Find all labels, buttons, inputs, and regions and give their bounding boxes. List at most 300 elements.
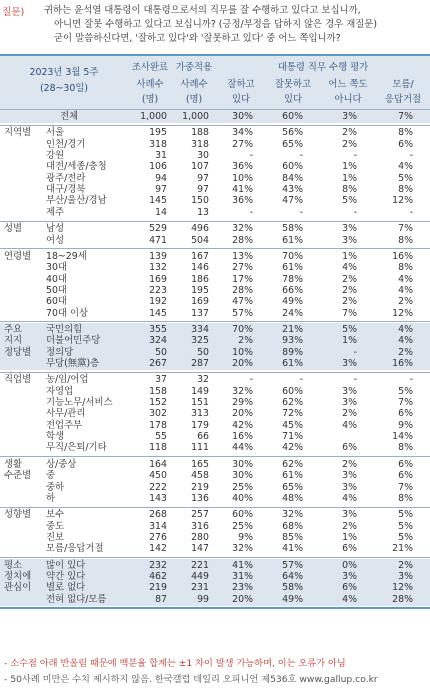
cell-p2: 49% bbox=[282, 593, 303, 605]
cell-n2: 99 bbox=[197, 593, 209, 605]
cell-p2: - bbox=[299, 150, 303, 162]
cell-p2: 21% bbox=[282, 323, 303, 335]
cell-n2: 97 bbox=[197, 184, 209, 196]
cell-n1: 232 bbox=[149, 559, 167, 571]
header-col4-b: 응답거절 bbox=[384, 94, 422, 105]
cell-p4: 2% bbox=[398, 346, 413, 358]
cell-n2: 325 bbox=[191, 335, 209, 347]
table-row bbox=[0, 582, 430, 593]
cell-p1: 30% bbox=[232, 111, 253, 122]
cell-p2: 61% bbox=[282, 262, 303, 274]
table-row bbox=[0, 420, 430, 431]
cell-p2: 61% bbox=[282, 358, 303, 369]
table-row bbox=[0, 335, 430, 346]
cell-n2: 221 bbox=[191, 559, 209, 571]
cell-p4: 8% bbox=[398, 127, 413, 139]
cell-n1: 164 bbox=[149, 458, 167, 470]
cell-label: 많이 있다 bbox=[46, 559, 86, 571]
cell-n2: 257 bbox=[191, 509, 209, 521]
group-separator bbox=[0, 372, 430, 373]
cell-p1: 32% bbox=[232, 223, 253, 235]
table-body bbox=[0, 110, 430, 648]
cell-n2: 496 bbox=[191, 223, 209, 235]
table-row bbox=[0, 207, 430, 218]
cell-n2: 32 bbox=[197, 374, 209, 386]
cell-p3: 2% bbox=[342, 520, 357, 532]
cell-group: 수준별 bbox=[4, 470, 32, 482]
question-label: 질문) bbox=[2, 7, 25, 18]
cell-n2: 97 bbox=[197, 172, 209, 184]
header-col3-b: 아니다 bbox=[334, 94, 362, 105]
cell-p3: 3% bbox=[342, 509, 357, 521]
table-row bbox=[0, 374, 430, 385]
table-row bbox=[0, 285, 430, 296]
cell-p4: 7% bbox=[398, 481, 413, 493]
group-separator bbox=[0, 507, 430, 508]
cell-n1: 143 bbox=[149, 492, 167, 504]
cell-p2: 84% bbox=[282, 172, 303, 184]
table-row bbox=[0, 408, 430, 419]
table-row bbox=[0, 161, 430, 172]
cell-label: 자영업 bbox=[46, 385, 74, 397]
cell-p4: 8% bbox=[398, 234, 413, 246]
cell-p1: - bbox=[249, 206, 253, 218]
cell-p2: 58% bbox=[282, 582, 303, 594]
cell-n2: 136 bbox=[191, 492, 209, 504]
table-row bbox=[0, 184, 430, 195]
cell-label: 별로 없다 bbox=[46, 582, 86, 594]
cell-n2: 66 bbox=[197, 431, 209, 443]
cell-group: 정당별 bbox=[4, 346, 32, 358]
cell-p4: - bbox=[409, 374, 413, 386]
cell-label: 약간 있다 bbox=[46, 570, 86, 582]
cell-p2: 58% bbox=[282, 223, 303, 235]
table-row bbox=[0, 195, 430, 206]
cell-p2: 85% bbox=[282, 531, 303, 543]
cell-label: 대전/세종/충청 bbox=[46, 161, 107, 173]
cell-p3: 1% bbox=[342, 531, 357, 543]
cell-n2: 188 bbox=[191, 127, 209, 139]
cell-p4: 8% bbox=[398, 184, 413, 196]
cell-label: 모름/응답거절 bbox=[46, 543, 104, 555]
cell-p1: 57% bbox=[232, 307, 253, 319]
cell-p1: 30% bbox=[232, 470, 253, 482]
cell-label: 보수 bbox=[46, 509, 65, 521]
cell-p1: 16% bbox=[232, 431, 253, 443]
table-row bbox=[0, 173, 430, 184]
cell-n1: 268 bbox=[149, 509, 167, 521]
survey-table bbox=[0, 54, 430, 648]
table-row bbox=[0, 594, 430, 605]
cell-label: 하 bbox=[46, 492, 56, 504]
cell-p2: 42% bbox=[282, 442, 303, 454]
header-period: (28~30일) bbox=[39, 83, 89, 94]
cell-label: 50대 bbox=[46, 284, 67, 296]
cell-n2: 280 bbox=[191, 531, 209, 543]
cell-p2: 65% bbox=[282, 138, 303, 150]
table-row bbox=[0, 482, 430, 493]
header-col1-b: 있다 bbox=[231, 94, 251, 105]
group-separator bbox=[0, 321, 430, 322]
cell-p3: 5% bbox=[342, 323, 357, 335]
cell-p2: 32% bbox=[282, 509, 303, 521]
cell-p4: 6% bbox=[398, 138, 413, 150]
cell-n1: 132 bbox=[149, 262, 167, 274]
table-row bbox=[0, 139, 430, 150]
cell-n2: 169 bbox=[191, 296, 209, 308]
cell-group: 직업별 bbox=[4, 374, 32, 386]
cell-n1: 471 bbox=[149, 234, 167, 246]
cell-p2: 65% bbox=[282, 481, 303, 493]
cell-p3: 3% bbox=[342, 234, 357, 246]
cell-p4: 4% bbox=[398, 335, 413, 347]
table-row bbox=[0, 347, 430, 358]
cell-n2: 313 bbox=[191, 408, 209, 420]
cell-n1: 31 bbox=[155, 150, 167, 162]
cell-n2: 1,000 bbox=[182, 111, 209, 122]
table-row bbox=[0, 442, 430, 453]
group-separator bbox=[0, 248, 430, 249]
table-row bbox=[0, 509, 430, 520]
cell-p2: 47% bbox=[282, 195, 303, 207]
table-row bbox=[0, 543, 430, 554]
cell-p1: 31% bbox=[232, 570, 253, 582]
header-eval-title: 대통령 직무 수행 평가 bbox=[277, 62, 369, 73]
cell-p3: 2% bbox=[342, 284, 357, 296]
cell-p3: 3% bbox=[342, 470, 357, 482]
cell-group: 성별 bbox=[4, 223, 23, 235]
cell-p3: 3% bbox=[342, 111, 357, 122]
header-date: 2023년 3월 5주 bbox=[29, 67, 99, 78]
cell-n2: 219 bbox=[191, 481, 209, 493]
cell-p3: 2% bbox=[342, 138, 357, 150]
cell-label: 18~29세 bbox=[46, 250, 87, 262]
cell-p2: 93% bbox=[282, 335, 303, 347]
cell-n1: 145 bbox=[149, 307, 167, 319]
cell-p3: 3% bbox=[342, 397, 357, 409]
cell-p1: 9% bbox=[238, 531, 253, 543]
cell-n1: 223 bbox=[149, 284, 167, 296]
table-row bbox=[0, 358, 430, 369]
table-row bbox=[0, 308, 430, 319]
cell-p3: 3% bbox=[342, 481, 357, 493]
cell-label: 정의당 bbox=[46, 346, 74, 358]
cell-label: 60대 bbox=[46, 296, 67, 308]
cell-group: 주요 bbox=[4, 323, 23, 335]
cell-label: 강원 bbox=[46, 150, 65, 162]
cell-p4: 8% bbox=[398, 262, 413, 274]
cell-p2: 62% bbox=[282, 458, 303, 470]
cell-p3: 2% bbox=[342, 127, 357, 139]
cell-p2: 43% bbox=[282, 184, 303, 196]
cell-p3: - bbox=[353, 346, 357, 358]
cell-p3: 3% bbox=[342, 223, 357, 235]
group-separator bbox=[0, 557, 430, 558]
cell-p4: 5% bbox=[398, 531, 413, 543]
cell-p3: - bbox=[353, 150, 357, 162]
cell-p4: 12% bbox=[392, 307, 413, 319]
cell-p1: 27% bbox=[232, 138, 253, 150]
cell-n1: 142 bbox=[149, 543, 167, 555]
cell-n1: 169 bbox=[149, 273, 167, 285]
header-col1: 잘하고 bbox=[227, 79, 255, 90]
cell-n2: 179 bbox=[191, 419, 209, 431]
cell-label: 광주/전라 bbox=[46, 172, 86, 184]
cell-p1: 20% bbox=[232, 593, 253, 605]
cell-p1: 13% bbox=[232, 250, 253, 262]
cell-p3: - bbox=[353, 374, 357, 386]
cell-p3: 1% bbox=[342, 335, 357, 347]
cell-group: 지역별 bbox=[4, 127, 32, 139]
cell-n1: 139 bbox=[149, 250, 167, 262]
cell-p4: 16% bbox=[392, 250, 413, 262]
cell-n2: 167 bbox=[191, 250, 209, 262]
cell-p1: - bbox=[249, 374, 253, 386]
cell-p4: 6% bbox=[398, 408, 413, 420]
cell-p4: 3% bbox=[398, 570, 413, 582]
footnote-source: - 50사례 미만은 수치 제시하지 않음. 한국갤럽 데일리 오피니언 제536호 www.gallup.co.kr bbox=[4, 674, 378, 685]
cell-p2: - bbox=[299, 374, 303, 386]
cell-group: 성향별 bbox=[4, 509, 32, 521]
cell-p2: 45% bbox=[282, 419, 303, 431]
cell-group: 연령별 bbox=[4, 250, 32, 262]
cell-label: 사무/관리 bbox=[46, 408, 86, 420]
cell-n1: 314 bbox=[149, 520, 167, 532]
cell-p3: 4% bbox=[342, 492, 357, 504]
cell-label: 학생 bbox=[46, 431, 65, 443]
cell-p4: 6% bbox=[398, 470, 413, 482]
cell-n2: 231 bbox=[191, 582, 209, 594]
cell-p2: 41% bbox=[282, 543, 303, 555]
cell-n1: 145 bbox=[149, 195, 167, 207]
cell-label: 전업주부 bbox=[46, 419, 83, 431]
cell-p4: - bbox=[409, 206, 413, 218]
cell-label: 부산/울산/경남 bbox=[46, 195, 107, 207]
cell-n1: 87 bbox=[155, 593, 167, 605]
cell-n2: 151 bbox=[191, 397, 209, 409]
table-row bbox=[0, 251, 430, 262]
cell-p3: 4% bbox=[342, 593, 357, 605]
header-weighted: 가중적용 bbox=[175, 62, 213, 73]
cell-p1: 10% bbox=[232, 346, 253, 358]
cell-n1: 222 bbox=[149, 481, 167, 493]
cell-n2: 504 bbox=[191, 234, 209, 246]
cell-p3: 6% bbox=[342, 442, 357, 454]
cell-p1: 40% bbox=[232, 492, 253, 504]
header-col2: 잘못하고 bbox=[274, 79, 312, 90]
cell-p1: 41% bbox=[232, 559, 253, 571]
cell-n1: 324 bbox=[149, 335, 167, 347]
cell-n1: 450 bbox=[149, 470, 167, 482]
cell-p4: 8% bbox=[398, 492, 413, 504]
cell-p3: - bbox=[353, 206, 357, 218]
header-col2-b: 있다 bbox=[283, 94, 303, 105]
table-row bbox=[0, 223, 430, 234]
cell-p4: 5% bbox=[398, 509, 413, 521]
cell-p2: 48% bbox=[282, 492, 303, 504]
cell-p2: 62% bbox=[282, 397, 303, 409]
cell-p4: 7% bbox=[398, 397, 413, 409]
cell-p4: 7% bbox=[398, 111, 413, 122]
cell-label: 인천/경기 bbox=[46, 138, 86, 150]
cell-label: 제주 bbox=[46, 206, 65, 218]
cell-p2: 24% bbox=[282, 307, 303, 319]
cell-p2: 56% bbox=[282, 127, 303, 139]
cell-p1: 42% bbox=[232, 419, 253, 431]
cell-p4: 9% bbox=[398, 419, 413, 431]
cell-p3: 3% bbox=[342, 385, 357, 397]
cell-p3: 4% bbox=[342, 262, 357, 274]
cell-p1: 44% bbox=[232, 442, 253, 454]
table-row bbox=[0, 459, 430, 470]
cell-label: 더불어민주당 bbox=[46, 335, 101, 347]
cell-n2: 195 bbox=[191, 284, 209, 296]
cell-n2: 449 bbox=[191, 570, 209, 582]
table-row bbox=[0, 571, 430, 582]
cell-n2: 334 bbox=[191, 323, 209, 335]
question-line: 굳이 말씀하신다면, '잘하고 있다'와 '잘못하고 있다' 중 어느 쪽입니까? bbox=[54, 33, 341, 44]
table-row bbox=[0, 262, 430, 273]
cell-p2: 70% bbox=[282, 250, 303, 262]
table-row bbox=[0, 324, 430, 335]
header-sample2: 사례수 bbox=[180, 79, 208, 90]
group-separator bbox=[0, 125, 430, 126]
cell-n1: 267 bbox=[149, 358, 167, 369]
cell-p3: 8% bbox=[342, 184, 357, 196]
cell-p3: 4% bbox=[342, 419, 357, 431]
cell-n1: 94 bbox=[155, 172, 167, 184]
cell-n1: 50 bbox=[155, 346, 167, 358]
cell-p3: 3% bbox=[342, 358, 357, 369]
cell-n2: 30 bbox=[197, 150, 209, 162]
cell-group: 정치에 bbox=[4, 570, 32, 582]
header-sample1-unit: (명) bbox=[141, 94, 159, 105]
cell-n1: 219 bbox=[149, 582, 167, 594]
cell-p4: 8% bbox=[398, 442, 413, 454]
cell-p1: 20% bbox=[232, 358, 253, 369]
table-row bbox=[0, 296, 430, 307]
cell-label: 40대 bbox=[46, 273, 67, 285]
cell-n1: 276 bbox=[149, 531, 167, 543]
table-row bbox=[0, 127, 430, 138]
cell-n1: 192 bbox=[149, 296, 167, 308]
cell-p2: 72% bbox=[282, 408, 303, 420]
cell-n1: 55 bbox=[155, 431, 167, 443]
cell-n1: 178 bbox=[149, 419, 167, 431]
cell-label: 전체 bbox=[60, 111, 79, 122]
cell-p1: 29% bbox=[232, 397, 253, 409]
cell-n2: 150 bbox=[191, 195, 209, 207]
table-row bbox=[0, 521, 430, 532]
cell-label: 전혀 없다/모름 bbox=[46, 593, 107, 605]
cell-p4: - bbox=[409, 150, 413, 162]
cell-n1: 1,000 bbox=[140, 111, 167, 122]
footnote: - 소수점 아래 반올림 때문에 백분율 합계는 ±1 차이 발생 가능하며, 이는 오류가 아님 bbox=[4, 658, 346, 669]
cell-p1: 10% bbox=[232, 172, 253, 184]
cell-p2: 78% bbox=[282, 273, 303, 285]
cell-n2: 287 bbox=[191, 358, 209, 369]
cell-n1: 195 bbox=[149, 127, 167, 139]
cell-n2: 107 bbox=[191, 161, 209, 173]
cell-label: 중 bbox=[46, 470, 56, 482]
cell-p4: 2% bbox=[398, 559, 413, 571]
cell-n2: 146 bbox=[191, 262, 209, 274]
table-bottom-border bbox=[0, 607, 430, 609]
cell-p1: 27% bbox=[232, 262, 253, 274]
question-line: 아니면 잘못 수행하고 있다고 보십니까? (긍정/부정을 답하지 않은 경우 재질문) bbox=[54, 19, 378, 30]
group-separator bbox=[0, 456, 430, 457]
cell-label: 진보 bbox=[46, 531, 65, 543]
cell-label: 여성 bbox=[46, 234, 65, 246]
cell-p4: 2% bbox=[398, 296, 413, 308]
cell-p4: 28% bbox=[392, 593, 413, 605]
table-row bbox=[0, 235, 430, 246]
cell-n1: 97 bbox=[155, 184, 167, 196]
cell-p4: 4% bbox=[398, 284, 413, 296]
cell-p4: 6% bbox=[398, 458, 413, 470]
cell-n1: 462 bbox=[149, 570, 167, 582]
cell-n1: 158 bbox=[149, 385, 167, 397]
cell-n1: 355 bbox=[149, 323, 167, 335]
cell-p3: 2% bbox=[342, 273, 357, 285]
cell-p1: 30% bbox=[232, 458, 253, 470]
cell-p1: 47% bbox=[232, 296, 253, 308]
cell-n1: 152 bbox=[149, 397, 167, 409]
cell-p1: 70% bbox=[232, 323, 253, 335]
cell-p3: 1% bbox=[342, 172, 357, 184]
cell-p1: 25% bbox=[232, 520, 253, 532]
cell-p1: 32% bbox=[232, 385, 253, 397]
cell-p3: 1% bbox=[342, 250, 357, 262]
header-col4: 모름/ bbox=[392, 79, 414, 90]
cell-p4: 5% bbox=[398, 172, 413, 184]
cell-p1: 17% bbox=[232, 273, 253, 285]
cell-n2: 50 bbox=[197, 346, 209, 358]
cell-p1: 32% bbox=[232, 543, 253, 555]
cell-p2: 60% bbox=[282, 385, 303, 397]
cell-p4: 4% bbox=[398, 161, 413, 173]
cell-n2: 318 bbox=[191, 138, 209, 150]
cell-p4: 21% bbox=[392, 543, 413, 555]
cell-n2: 165 bbox=[191, 458, 209, 470]
cell-p1: 34% bbox=[232, 127, 253, 139]
cell-n2: 186 bbox=[191, 273, 209, 285]
table-row bbox=[0, 493, 430, 504]
cell-group: 평소 bbox=[4, 559, 23, 571]
cell-n1: 37 bbox=[155, 374, 167, 386]
cell-n2: 458 bbox=[191, 470, 209, 482]
question-block bbox=[0, 0, 430, 50]
cell-p4: 4% bbox=[398, 323, 413, 335]
cell-label: 남성 bbox=[46, 223, 65, 235]
cell-n2: 147 bbox=[191, 543, 209, 555]
cell-p3: 0% bbox=[342, 559, 357, 571]
cell-label: 농/임/어업 bbox=[46, 374, 89, 386]
table-row bbox=[0, 470, 430, 481]
cell-p3: 2% bbox=[342, 408, 357, 420]
cell-label: 중도 bbox=[46, 520, 65, 532]
cell-p2: 68% bbox=[282, 520, 303, 532]
cell-label: 국민의힘 bbox=[46, 323, 83, 335]
header-col3: 어느 쪽도 bbox=[328, 79, 368, 90]
cell-p2: - bbox=[299, 206, 303, 218]
cell-n2: 137 bbox=[191, 307, 209, 319]
table-header bbox=[0, 56, 430, 110]
cell-p3: 2% bbox=[342, 458, 357, 470]
header-sample1: 사례수 bbox=[136, 79, 164, 90]
cell-p4: 5% bbox=[398, 520, 413, 532]
question-text bbox=[44, 4, 424, 46]
